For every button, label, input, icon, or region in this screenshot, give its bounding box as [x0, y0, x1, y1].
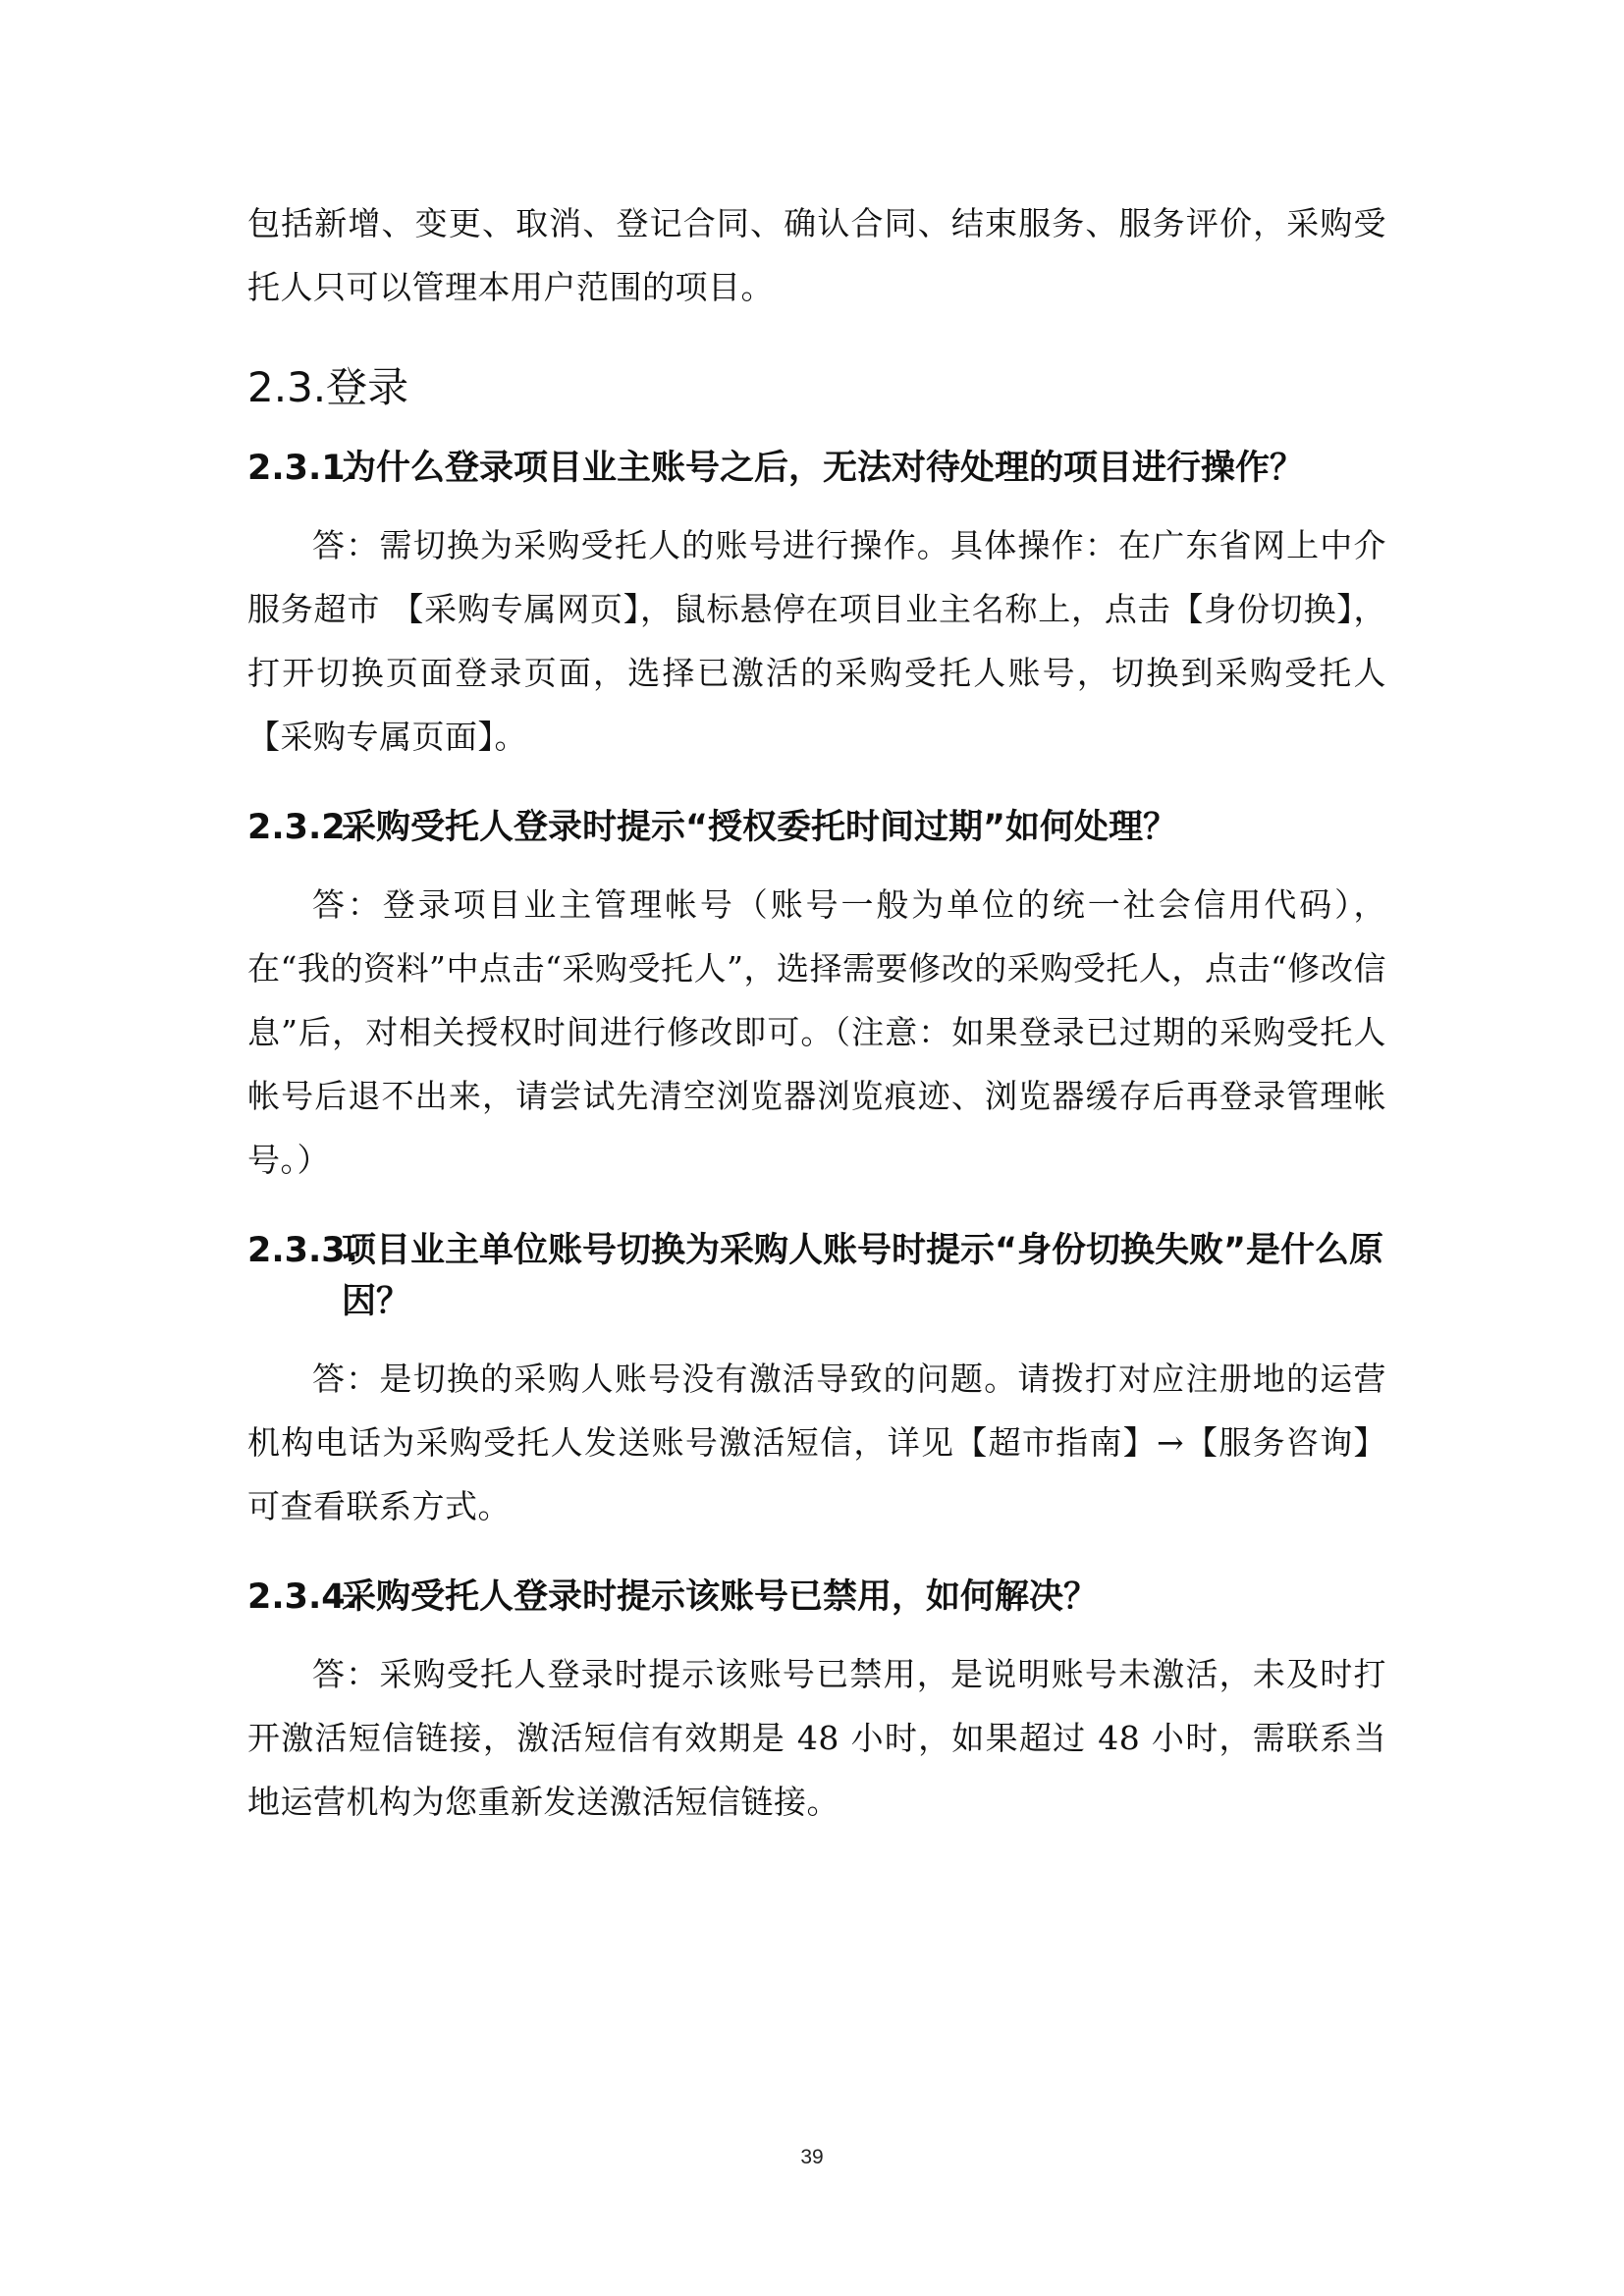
- question-heading-2: [247, 802, 1386, 853]
- section-heading: [247, 358, 1386, 417]
- section-number: 2.3.: [247, 363, 327, 411]
- question-heading-1: [247, 443, 1386, 494]
- answer-paragraph-4: 答：采购受托人登录时提示该账号已禁用，是说明账号未激活，未及时打开激活短信链接，激活短信有效期是 48 小时，如果超过 48 小时，需联系当地运营机构为您重新发送激活短信链接。: [247, 1655, 1386, 1821]
- question-title-4: 采购受托人登录时提示该账号已禁用，如何解决？: [342, 1577, 1099, 1617]
- section-title: 登录: [326, 363, 409, 411]
- question-heading-4: [247, 1572, 1386, 1623]
- question-number-2: 2.3.2.: [247, 808, 358, 847]
- question-title-3: 项目业主单位账号切换为采购人账号时提示“身份切换失败”是什么原因？: [342, 1231, 1384, 1321]
- document-page: [247, 0, 1386, 1834]
- answer-paragraph-1: 答：需切换为采购受托人的账号进行操作。具体操作：在广东省网上中介服务超市 【采购专属网页】，鼠标悬停在项目业主名称上，点击【身份切换】，打开切换页面登录页面，选择已激活的采购受托人账号，切换到采购受托人【采购专属页面】。: [247, 526, 1386, 756]
- question-number-3: 2.3.3.: [247, 1231, 358, 1270]
- page-number: 39: [800, 2146, 824, 2168]
- answer-paragraph-3: 答：是切换的采购人账号没有激活导致的问题。请拨打对应注册地的运营机构电话为采购受托人发送账号激活短信，详见【超市指南】→【服务咨询】可查看联系方式。: [247, 1360, 1386, 1525]
- question-title-2: 采购受托人登录时提示“授权委托时间过期”如何处理？: [342, 808, 1178, 847]
- question-heading-3: [247, 1225, 1386, 1327]
- question-number-4: 2.3.4.: [247, 1577, 358, 1617]
- answer-paragraph-2: 答：登录项目业主管理帐号（账号一般为单位的统一社会信用代码），在“我的资料”中点击“采购受托人”，选择需要修改的采购受托人，点击“修改信息”后，对相关授权时间进行修改即可。（注意：如果登录已过期的采购受托人帐号后退不出来，请尝试先清空浏览器浏览痕迹、浏览器缓存后再登录管理帐号。）: [247, 885, 1386, 1179]
- intro-paragraph: 包括新增、变更、取消、登记合同、确认合同、结束服务、服务评价，采购受托人只可以管理本用户范围的项目。: [247, 204, 1386, 306]
- question-number-1: 2.3.1.: [247, 449, 358, 488]
- question-title-1: 为什么登录项目业主账号之后，无法对待处理的项目进行操作？: [342, 449, 1305, 488]
